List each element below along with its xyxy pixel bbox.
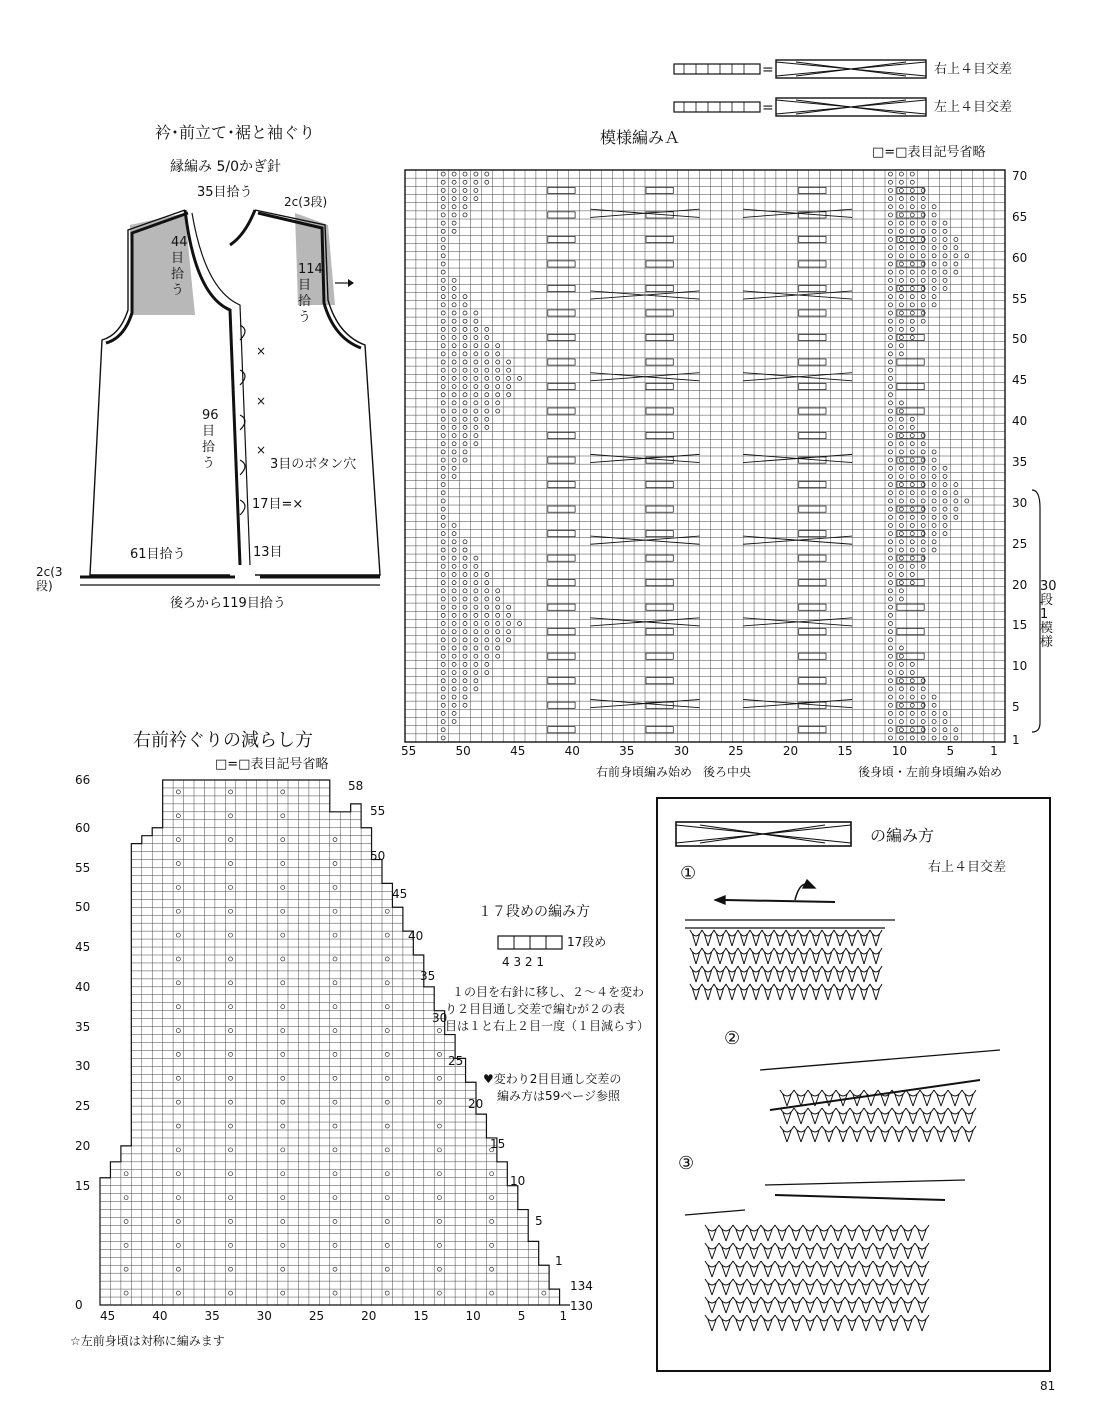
howto-step2: ② <box>724 1028 741 1049</box>
neckline-stair-label: 55 <box>370 804 386 818</box>
patternA-bottom-label: 1 <box>990 744 998 758</box>
row17-desc-3: 目は１と右上２目一度（１目減らす） <box>445 1019 650 1033</box>
row17-title: １７段めの編み方 <box>478 904 590 920</box>
howto-illustration-2 <box>750 1020 1010 1155</box>
cable-legend-left <box>672 96 932 118</box>
neckline-row-label: 50 <box>75 900 91 915</box>
neckline-symmetric-note: ☆左前身頃は対称に編みます <box>70 1334 225 1348</box>
garment-title: 衿･前立て･裾と袖ぐり <box>155 123 316 142</box>
patternA-row-label: 10 <box>1012 659 1028 674</box>
garment-front-pick: 96目拾う <box>202 408 219 471</box>
patternA-bottom-label: 15 <box>837 744 853 758</box>
patternA-legend: □=□表目記号省略 <box>872 145 986 160</box>
neckline-stair-label: 40 <box>408 929 424 943</box>
row17-row-label: 17段め <box>567 935 607 949</box>
neckline-stair-label: 58 <box>348 779 364 793</box>
neckline-row-label: 45 <box>75 940 91 955</box>
neckline-col-label: 1 <box>559 1309 568 1323</box>
neckline-stair-label: 10 <box>510 1174 526 1188</box>
patternA-row-label: 25 <box>1012 536 1028 551</box>
neckline-row-label: 66 <box>75 773 91 787</box>
howto-title: の編み方 <box>870 826 935 845</box>
neckline-col-label: 5 <box>517 1309 526 1323</box>
patternA-bottom-label: 20 <box>782 744 799 758</box>
row17-heart-1: ♥変わり2目目通し交差の <box>483 1072 622 1086</box>
patternA-bottom-label: 25 <box>728 744 744 758</box>
garment-hem-band: 2c(3段) <box>36 565 63 593</box>
garment-back-pick: 後ろから119目拾う <box>170 596 286 611</box>
patternA-title: 模様編みＡ <box>600 128 681 147</box>
row17-desc-2: り２目目通し交差で編むが２の表 <box>445 1002 626 1016</box>
neckline-left-axis <box>55 773 95 1312</box>
howto-cable-symbol <box>675 820 855 850</box>
patternA-row-label: 55 <box>1012 291 1028 306</box>
garment-armhole-right: 114目拾う <box>298 262 323 325</box>
neckline-row-label: 15 <box>75 1178 91 1193</box>
neckline-right-label: 134 <box>570 1279 593 1293</box>
neckline-stair-label: 50 <box>370 849 386 863</box>
patternA-bottom-label: 50 <box>455 744 471 758</box>
row17-symbol-strip <box>497 935 565 951</box>
garment-hem-front: 61目拾う <box>130 547 186 562</box>
patternA-row-label: 60 <box>1012 250 1028 265</box>
neckline-stair-label: 45 <box>392 887 408 901</box>
neckline-col-label: 20 <box>361 1309 377 1323</box>
neckline-stair-label: 5 <box>535 1214 543 1228</box>
page-number: 81 <box>1040 1379 1056 1393</box>
x-mark-3: × <box>256 443 267 457</box>
patternA-row-label: 20 <box>1012 577 1028 592</box>
patternA-bottom-label: 35 <box>619 744 635 758</box>
neckline-stair-labels <box>340 779 600 1323</box>
neckline-col-label: 45 <box>100 1309 116 1323</box>
patternA-bottom-label: 45 <box>510 744 526 758</box>
patternA-bottom-label: 10 <box>891 744 908 758</box>
legend-equals-2: = <box>762 100 774 116</box>
howto-illustration-1 <box>685 880 935 1010</box>
patternA-row-label: 5 <box>1012 700 1020 715</box>
row17-nums: 4 3 2 1 <box>502 955 544 969</box>
garment-buttonhole: 3目のボタン穴 <box>270 457 357 472</box>
howto-step3: ③ <box>678 1153 695 1174</box>
patternA-row-label: 50 <box>1012 332 1028 347</box>
neckline-right-label: 130 <box>570 1299 593 1313</box>
neckline-stair-label: 20 <box>468 1097 484 1111</box>
neckline-row-label: 0 <box>75 1298 83 1312</box>
row17-heart-2: 編み方は59ページ参照 <box>497 1089 621 1103</box>
legend-left-cross: 左上４目交差 <box>934 100 1013 115</box>
garment-armhole-left: 44目拾う <box>171 235 188 298</box>
patternA-bottom-axis <box>401 744 1005 759</box>
patternA-row-label: 30 <box>1012 495 1028 510</box>
neckline-col-label: 30 <box>256 1309 272 1323</box>
patternA-row-label: 65 <box>1012 209 1028 224</box>
neckline-col-label: 40 <box>152 1309 168 1323</box>
garment-outline <box>80 195 390 605</box>
patternA-repeat-note: 30段1模様 <box>1040 579 1057 650</box>
patternA-start-right-front: 右前身頃編み始め <box>596 765 693 779</box>
neckline-row-label: 30 <box>75 1059 91 1074</box>
neckline-col-label: 10 <box>465 1309 481 1323</box>
neckline-row-label: 25 <box>75 1099 91 1114</box>
x-mark-1: × <box>256 344 267 358</box>
patternA-bottom-label: 40 <box>564 744 580 758</box>
garment-top-pick: 35目拾う <box>197 185 253 200</box>
patternA-bottom-label: 30 <box>673 744 689 758</box>
row17-desc-1: １の目を右針に移し、２～４を変わ <box>452 985 645 999</box>
neckline-legend: □=□表目記号省略 <box>215 757 329 772</box>
patternA-center-back: 後ろ中央 <box>703 765 752 779</box>
neckline-stair-label: 25 <box>448 1054 464 1068</box>
legend-equals-1: = <box>762 62 774 78</box>
x-mark-2: × <box>256 394 267 408</box>
neckline-row-label: 55 <box>75 860 91 875</box>
neckline-row-label: 35 <box>75 1019 91 1034</box>
neckline-col-label: 15 <box>413 1309 429 1323</box>
neckline-row-label: 60 <box>75 820 91 835</box>
patternA-row-label: 15 <box>1012 618 1028 633</box>
legend-right-cross: 右上４目交差 <box>934 62 1013 77</box>
howto-subtitle: 右上４目交差 <box>928 860 1007 875</box>
neckline-row-label: 20 <box>75 1138 91 1153</box>
patternA-bottom-label: 55 <box>401 744 417 758</box>
patternA-row-label: 35 <box>1012 455 1028 469</box>
garment-button-spacing: 17目=× <box>252 497 304 512</box>
howto-illustration-3 <box>685 1155 985 1355</box>
neckline-col-label: 35 <box>204 1309 220 1323</box>
howto-step1: ① <box>680 863 697 884</box>
patternA-bottom-label: 5 <box>946 744 955 758</box>
neckline-col-label: 25 <box>308 1309 325 1323</box>
cable-legend-right <box>672 58 932 80</box>
patternA-row-label: 70 <box>1012 169 1028 183</box>
patternA-grid <box>405 170 1005 742</box>
neckline-stair-label: 1 <box>555 1254 563 1268</box>
patternA-row-label: 45 <box>1012 373 1028 388</box>
neckline-stair-label: 35 <box>420 969 436 983</box>
patternA-row-label: 40 <box>1012 414 1028 429</box>
neckline-stair-label: 30 <box>432 1011 448 1025</box>
garment-shoulder-band: 2c(3段) <box>284 195 328 209</box>
neckline-row-label: 40 <box>75 979 91 994</box>
garment-subtitle: 縁編み 5/0かぎ針 <box>170 159 281 175</box>
garment-hem-13: 13目 <box>253 545 283 560</box>
neckline-title: 右前衿ぐりの減らし方 <box>133 730 313 751</box>
neckline-stair-label: 15 <box>490 1137 506 1151</box>
patternA-row-label: 1 <box>1012 732 1020 747</box>
patternA-start-back-left: 後身頃・左前身頃編み始め <box>858 765 1003 779</box>
